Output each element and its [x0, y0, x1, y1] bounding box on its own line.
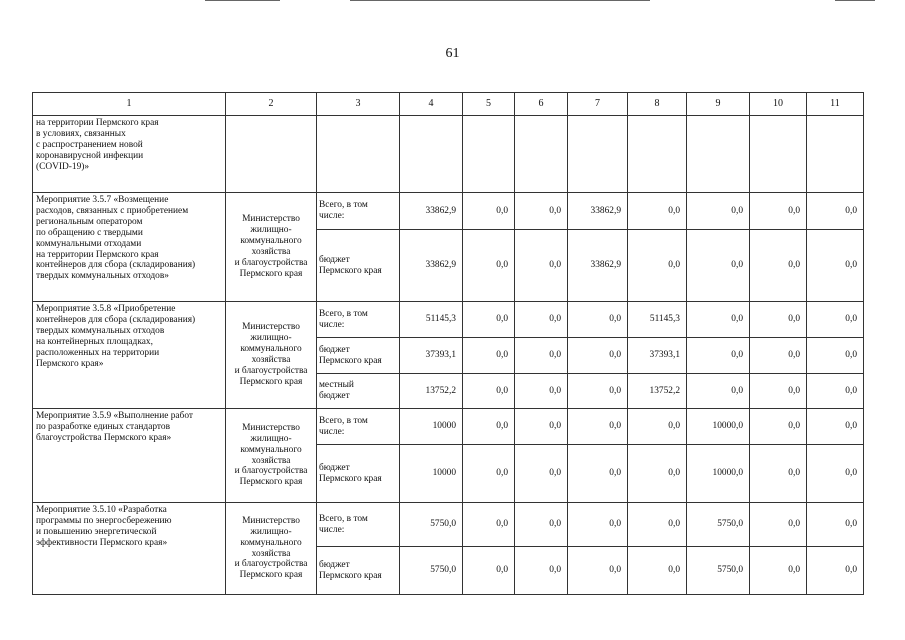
funding-source-cell: местный бюджет: [317, 374, 400, 409]
funding-source-cell: Всего, в том числе:: [317, 503, 400, 547]
amount-cell: 0,0: [807, 230, 864, 302]
amount-cell: 0,0: [568, 302, 628, 338]
funding-source-cell: бюджет Пермского края: [317, 547, 400, 595]
amount-cell: 0,0: [750, 230, 807, 302]
amount-cell: 33862,9: [400, 193, 463, 230]
header-cell: 4: [400, 93, 463, 116]
amount-cell: 33862,9: [568, 230, 628, 302]
executor-cell: Министерство жилищно- коммунального хозяйства и благоустройства Пермского края: [226, 503, 317, 595]
amount-cell: 0,0: [515, 374, 568, 409]
amount-cell: 0,0: [463, 409, 515, 445]
amount-cell: 0,0: [463, 547, 515, 595]
header-cell: 3: [317, 93, 400, 116]
amount-cell: 51145,3: [628, 302, 687, 338]
amount-cell: 0,0: [750, 445, 807, 503]
amount-cell: 5750,0: [400, 547, 463, 595]
amount-cell: 0,0: [807, 374, 864, 409]
amount-cell: 5750,0: [687, 503, 750, 547]
amount-cell: 5750,0: [400, 503, 463, 547]
scan-edge-line: [350, 0, 650, 1]
amount-cell: 0,0: [463, 230, 515, 302]
amount-cell: 10000: [400, 445, 463, 503]
header-cell: 5: [463, 93, 515, 116]
table-row: [33, 409, 864, 445]
amount-cell: 0,0: [807, 409, 864, 445]
funding-source-cell: бюджет Пермского края: [317, 230, 400, 302]
amount-cell: 0,0: [687, 338, 750, 374]
header-cell: 7: [568, 93, 628, 116]
funding-source-cell: Всего, в том числе:: [317, 302, 400, 338]
table-row: [33, 503, 864, 547]
amount-cell: 0,0: [568, 409, 628, 445]
table-body: [33, 116, 864, 595]
amount-cell: 33862,9: [568, 193, 628, 230]
amount-cell: 33862,9: [400, 230, 463, 302]
empty-cell: [226, 116, 317, 193]
amount-cell: 0,0: [568, 338, 628, 374]
amount-cell: 0,0: [750, 302, 807, 338]
amount-cell: 0,0: [750, 374, 807, 409]
amount-cell: 0,0: [628, 230, 687, 302]
measure-description-cell: Мероприятие 3.5.10 «Разработка программы по энергосбережению и повышению энергетической эффективности Пермского края»: [33, 503, 226, 595]
table-row: [33, 116, 864, 193]
amount-cell: 10000,0: [687, 409, 750, 445]
empty-cell: [687, 116, 750, 193]
amount-cell: 0,0: [515, 338, 568, 374]
amount-cell: 0,0: [807, 338, 864, 374]
amount-cell: 0,0: [750, 193, 807, 230]
amount-cell: 0,0: [807, 302, 864, 338]
amount-cell: 0,0: [463, 445, 515, 503]
amount-cell: 13752,2: [628, 374, 687, 409]
table-header: [33, 93, 864, 116]
amount-cell: 13752,2: [400, 374, 463, 409]
amount-cell: 0,0: [463, 302, 515, 338]
measure-description-cell: на территории Пермского края в условиях, связанных с распространением новой коронавирусной инфекции (COVID-19)»: [33, 116, 226, 193]
budget-table: [32, 92, 864, 595]
amount-cell: 10000,0: [687, 445, 750, 503]
amount-cell: 0,0: [750, 503, 807, 547]
header-cell: 8: [628, 93, 687, 116]
funding-source-cell: Всего, в том числе:: [317, 193, 400, 230]
amount-cell: 51145,3: [400, 302, 463, 338]
header-cell: 1: [33, 93, 226, 116]
empty-cell: [628, 116, 687, 193]
funding-source-cell: Всего, в том числе:: [317, 409, 400, 445]
amount-cell: 37393,1: [628, 338, 687, 374]
empty-cell: [568, 116, 628, 193]
empty-cell: [317, 116, 400, 193]
executor-cell: Министерство жилищно- коммунального хозяйства и благоустройства Пермского края: [226, 302, 317, 409]
executor-cell: Министерство жилищно- коммунального хозяйства и благоустройства Пермского края: [226, 193, 317, 302]
amount-cell: 5750,0: [687, 547, 750, 595]
empty-cell: [750, 116, 807, 193]
empty-cell: [807, 116, 864, 193]
amount-cell: 0,0: [515, 230, 568, 302]
funding-source-cell: бюджет Пермского края: [317, 445, 400, 503]
amount-cell: 0,0: [515, 409, 568, 445]
amount-cell: 0,0: [463, 374, 515, 409]
empty-cell: [515, 116, 568, 193]
amount-cell: 0,0: [687, 302, 750, 338]
amount-cell: 0,0: [628, 547, 687, 595]
amount-cell: 0,0: [750, 338, 807, 374]
amount-cell: 0,0: [628, 193, 687, 230]
header-cell: 9: [687, 93, 750, 116]
measure-description-cell: Мероприятие 3.5.9 «Выполнение работ по разработке единых стандартов благоустройства Пермского края»: [33, 409, 226, 503]
amount-cell: 0,0: [687, 374, 750, 409]
amount-cell: 0,0: [687, 230, 750, 302]
amount-cell: 0,0: [568, 503, 628, 547]
amount-cell: 0,0: [515, 503, 568, 547]
scan-edge-line: [205, 0, 280, 1]
amount-cell: 0,0: [807, 547, 864, 595]
executor-cell: Министерство жилищно- коммунального хозяйства и благоустройства Пермского края: [226, 409, 317, 503]
amount-cell: 0,0: [750, 409, 807, 445]
table-row: [33, 302, 864, 338]
amount-cell: 10000: [400, 409, 463, 445]
measure-description-cell: Мероприятие 3.5.8 «Приобретение контейнеров для сбора (складирования) твердых коммунальных отходов на контейнерных площадках, расположенных на территории Пермского края»: [33, 302, 226, 409]
amount-cell: 0,0: [463, 503, 515, 547]
empty-cell: [400, 116, 463, 193]
header-cell: 2: [226, 93, 317, 116]
header-cell: 6: [515, 93, 568, 116]
amount-cell: 37393,1: [400, 338, 463, 374]
amount-cell: 0,0: [628, 409, 687, 445]
amount-cell: 0,0: [463, 193, 515, 230]
header-row: [33, 93, 864, 116]
amount-cell: 0,0: [568, 445, 628, 503]
amount-cell: 0,0: [750, 547, 807, 595]
amount-cell: 0,0: [515, 547, 568, 595]
amount-cell: 0,0: [515, 302, 568, 338]
measure-description-cell: Мероприятие 3.5.7 «Возмещение расходов, связанных с приобретением региональным оператором по обращению с твердыми коммунальными отходами на территории Пермского края контейнеров для сбора (складирования) твердых коммунальных отходов»: [33, 193, 226, 302]
scan-edge-line: [835, 0, 875, 1]
amount-cell: 0,0: [687, 193, 750, 230]
empty-cell: [463, 116, 515, 193]
amount-cell: 0,0: [628, 503, 687, 547]
amount-cell: 0,0: [628, 445, 687, 503]
header-cell: 11: [807, 93, 864, 116]
header-cell: 10: [750, 93, 807, 116]
amount-cell: 0,0: [463, 338, 515, 374]
amount-cell: 0,0: [515, 445, 568, 503]
amount-cell: 0,0: [515, 193, 568, 230]
amount-cell: 0,0: [807, 445, 864, 503]
amount-cell: 0,0: [807, 503, 864, 547]
funding-source-cell: бюджет Пермского края: [317, 338, 400, 374]
page-number: 61: [445, 46, 460, 61]
amount-cell: 0,0: [568, 547, 628, 595]
table-row: [33, 193, 864, 230]
amount-cell: 0,0: [807, 193, 864, 230]
amount-cell: 0,0: [568, 374, 628, 409]
